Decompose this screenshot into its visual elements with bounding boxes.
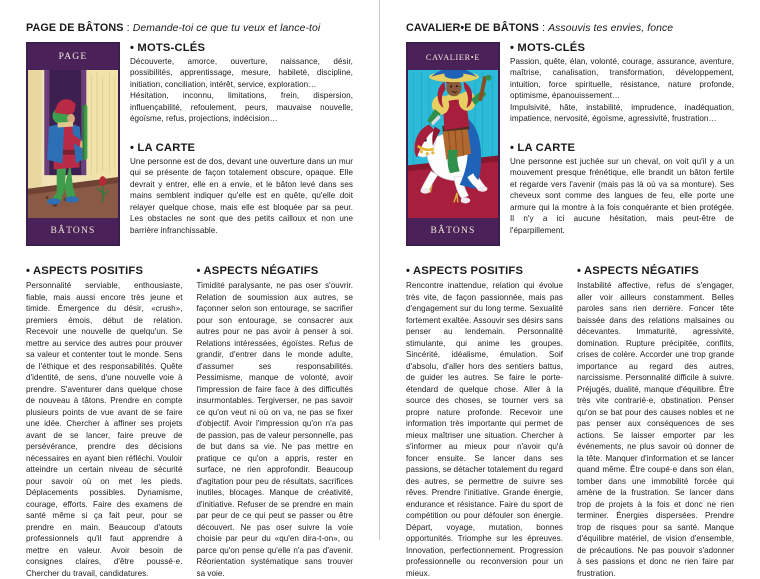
- keywords-upright-text: Découverte, amorce, ouverture, naissance, désir, possibilités, apprentissage, mesure, habileté, discipline, initiation, conciliation, intérêt, service, exploration…: [130, 57, 353, 89]
- section-heading-aspects-negatifs: • ASPECTS NÉGATIFS: [577, 265, 699, 277]
- card-bottom-label: BÂTONS: [28, 218, 118, 244]
- right-detail-column: [510, 42, 734, 236]
- section-spacer: [510, 125, 734, 142]
- section-heading-la-carte: • LA CARTE: [130, 141, 196, 154]
- page-title: [406, 22, 734, 34]
- card-top-label: PAGE: [28, 44, 118, 70]
- page-title-separator: :: [538, 22, 549, 34]
- section-heading-la-carte: • LA CARTE: [510, 141, 576, 154]
- tarot-card-page-of-wands: [26, 42, 120, 246]
- left-detail-column: [130, 42, 353, 236]
- aspects-positive-column: [26, 265, 183, 579]
- page-title-main: PAGE DE BÂTONS: [26, 22, 124, 34]
- aspects-block: [406, 265, 734, 579]
- aspects-negative-text: Instabilité affective, refus de s'engager, aller voir ailleurs constamment. Belles paroles sans rien derrière. Foncer tête baissée dans des relations malsaines ou décevantes. Immaturité, agressivité, domination. Rupture précipitée, conflits, crises de colère. Accorder une trop grande importance au regard des autres, narcissisme. Personnalité difficile à suivre. Préjugés, dualité, manque d'équilibre. Être très vite contrarié·e, obstination. Penser qu'on se bat pour des causes nobles et ne pas penser aux conséquences de ses actions. Se laisser emporter par les événements, ne plus savoir où donner de la tête. Manquer d'information et se lancer quand même. Être coupé·e dans son élan, tomber dans une immobilité forcée qui amène de la frustration. Se lancer dans trop de projets à la fois et donc ne rien terminer. Énergies dispersées. Prendre trop de risques pour sa santé. Manque d'équilibre matériel, de vision d'ensemble, de précautions. Ne pas pouvoir s'adonner à ses passions et donc ne rien faire par frustration.: [577, 281, 734, 578]
- page-of-wands-illustration: [28, 70, 118, 218]
- page-title-separator: :: [123, 22, 133, 34]
- aspects-block: [26, 265, 353, 579]
- card-and-keywords-block: [406, 42, 734, 246]
- aspects-negative-text: Timidité paralysante, ne pas oser s'ouvrir. Relation de soumission aux autres, se façonner selon son entourage, se sacrifier pour son entourage, se consacrer aux autres pour ne pas avoir à penser à soi. Relations intéressées, égoïstes. Refus de grandir, d'entrer dans le monde adulte, d'assumer ses responsabilités. Pessimisme, manque de volonté, avoir l'impression de faire face à des difficultés insurmontables. Tergiverser, ne pas savoir ce qu'on veut ni où on va, ne pas se fixer d'objectif. Avoir l'impression qu'on n'a pas de passion, pas de valeur personnelle, pas de but dans sa vie. Ne pas mettre en pratique ce qu'on a appris, rester en surface, ne rien approfondir. Beaucoup d'agitation pour peu de résultats, sacrifices inutiles, blocages. Manque de créativité, d'initiative. Refuser de se prendre en main par peur de ce qui peut se passer ou être découvert. Ne pas oser suivre la voie choisie par peur du «qu'en dira-t-on», ou parce qu'on pense qu'elle n'a pas d'avenir. Réorientation systématique sans trouver sa voie.: [196, 281, 353, 578]
- card-top-label: CAVALIER•E: [408, 44, 498, 70]
- aspects-positive-text: Rencontre inattendue, relation qui évolue très vite, de façon passionnée, mais pas d'engagement sur du long terme. Sexualité fortement exaltée. Assouvir ses désirs sans penser au lendemain. Personnalité stimulante, qui anime les groupes. Sincérité, idéalisme, émulation. Soif d'absolu, d'aller hors des sentiers battus, de guider les autres. Se faire le porte-étendard de quelque chose. Aller à la source des choses, se tourner vers sa propre nature profonde. Recevoir une information très importante qui permet de mieux maîtriser une situation. Chercher à s'informer au mieux pour n'avoir qu'à foncer ensuite. Se lancer dans ses passions, se détacher totalement du regard des autres, se permettre de suivre ses rêves. Prendre l'initiative. Grande énergie, endurance et résistance. Faire du sport de compétition ou pour défouler son énergie. Départ, voyage, mutation, bonnes opportunités. Triomphe sur les épreuves. Innovation, perfectionnement. Progression professionnelle ou reconversion pour un mieux.: [406, 281, 563, 578]
- page-title-subtitle: Demande-toi ce que tu veux et lance-toi: [132, 23, 321, 34]
- keywords-reversed-text: Hésitation, inconnu, limitations, frein, dispersion, influençabilité, refoulement, peurs, mauvaise nouvelle, égoïsme, refus, projections, indécision…: [130, 91, 353, 124]
- la-carte-text: Une personne est juchée sur un cheval, on voit qu'il y a un mouvement presque frénétique, elle brandit un bâton fertile et regarde vers l'avenir (mais pas là où va sa monture). Ses cheveux sont comme des langues de feu, elle porte une armure qui la montre à la fois conquérante et bien protégée. Il n'y a ici aucune hésitation, mais peut-être de l'éparpillement.: [510, 156, 734, 235]
- page-title-main: CAVALIER•E DE BÂTONS: [406, 22, 539, 34]
- section-heading-aspects-positifs: • ASPECTS POSITIFS: [406, 265, 524, 277]
- card-bottom-label: BÂTONS: [408, 218, 498, 244]
- la-carte-text: Une personne est de dos, devant une ouverture dans un mur qui se présente de façon totalement obscure, opaque. Elle devrait y entrer, elle en a envie, et le bâton levé dans ses mains semblent indiquer qu'elle est en quête, qu'elle doit relayer quelque chose, mais elle est bloquée par sa peur. Les obstacles ne sont que des petits cailloux et non une barrière infranchissable.: [130, 156, 353, 235]
- keywords-reversed-text: Impulsivité, hâte, instabilité, imprudence, inadéquation, impatience, nervosité, égoïsme, agressivité, frustration…: [510, 102, 734, 124]
- aspects-positive-text: Personnalité serviable, enthousiaste, fiable, mais aussi encore très jeune et timide. Émergence du désir, «crush», premiers émois, début de relation. Recevoir une nouvelle de quelqu'un. Se mettre au service des autres pour prouver sa valeur et contenter tout le monde. Sens de l'éthique et des responsabilités. Quête d'identité, de sens, d'une nouvelle voie à prendre. S'aventurer dans quelque chose de nouveau à tâtons. Prendre en compte plusieurs points de vue avant de se faire une idée. Chercher à affiner ses projets avant de se lancer, faire preuve de persévérance, prendre des décisions nécessaires en ayant bien réfléchi. Vouloir atteindre un certain niveau de sécurité pour savoir où on met les pieds. Déplacements possibles. Dynamisme, courage, efforts. Faire des examens de santé même si ça fait peur, pour se prendre en main. Beaucoup d'atouts professionnels qu'il faut apprendre à mettre en valeur. Avoir besoin de consignes claires, d'être poussé·e. Chercher du travail, candidatures.: [26, 281, 183, 578]
- tarot-card-knight-of-wands: [406, 42, 500, 246]
- section-spacer: [130, 125, 353, 142]
- keywords-upright-text: Passion, quête, élan, volonté, courage, assurance, aventure, maîtrise, canalisation, transformation, développement, intuition, force spirituelle, résistance, nature profonde, optimisme, épanouissement…: [510, 57, 734, 101]
- aspects-negative-column: [577, 265, 734, 579]
- page-title-subtitle: Assouvis tes envies, fonce: [548, 23, 674, 34]
- section-heading-keywords: • MOTS-CLÉS: [510, 42, 586, 54]
- section-heading-aspects-positifs: • ASPECTS POSITIFS: [26, 265, 144, 277]
- aspects-positive-column: [406, 265, 563, 579]
- section-heading-keywords: • MOTS-CLÉS: [130, 42, 206, 54]
- page-left-page-de-batons: [0, 0, 380, 578]
- section-heading-aspects-negatifs: • ASPECTS NÉGATIFS: [196, 265, 319, 277]
- card-and-keywords-block: [26, 42, 353, 246]
- page-title: [26, 22, 353, 34]
- knight-of-wands-illustration: [408, 70, 498, 218]
- page-right-cavaliere-de-batons: [380, 0, 760, 578]
- aspects-negative-column: [197, 265, 354, 579]
